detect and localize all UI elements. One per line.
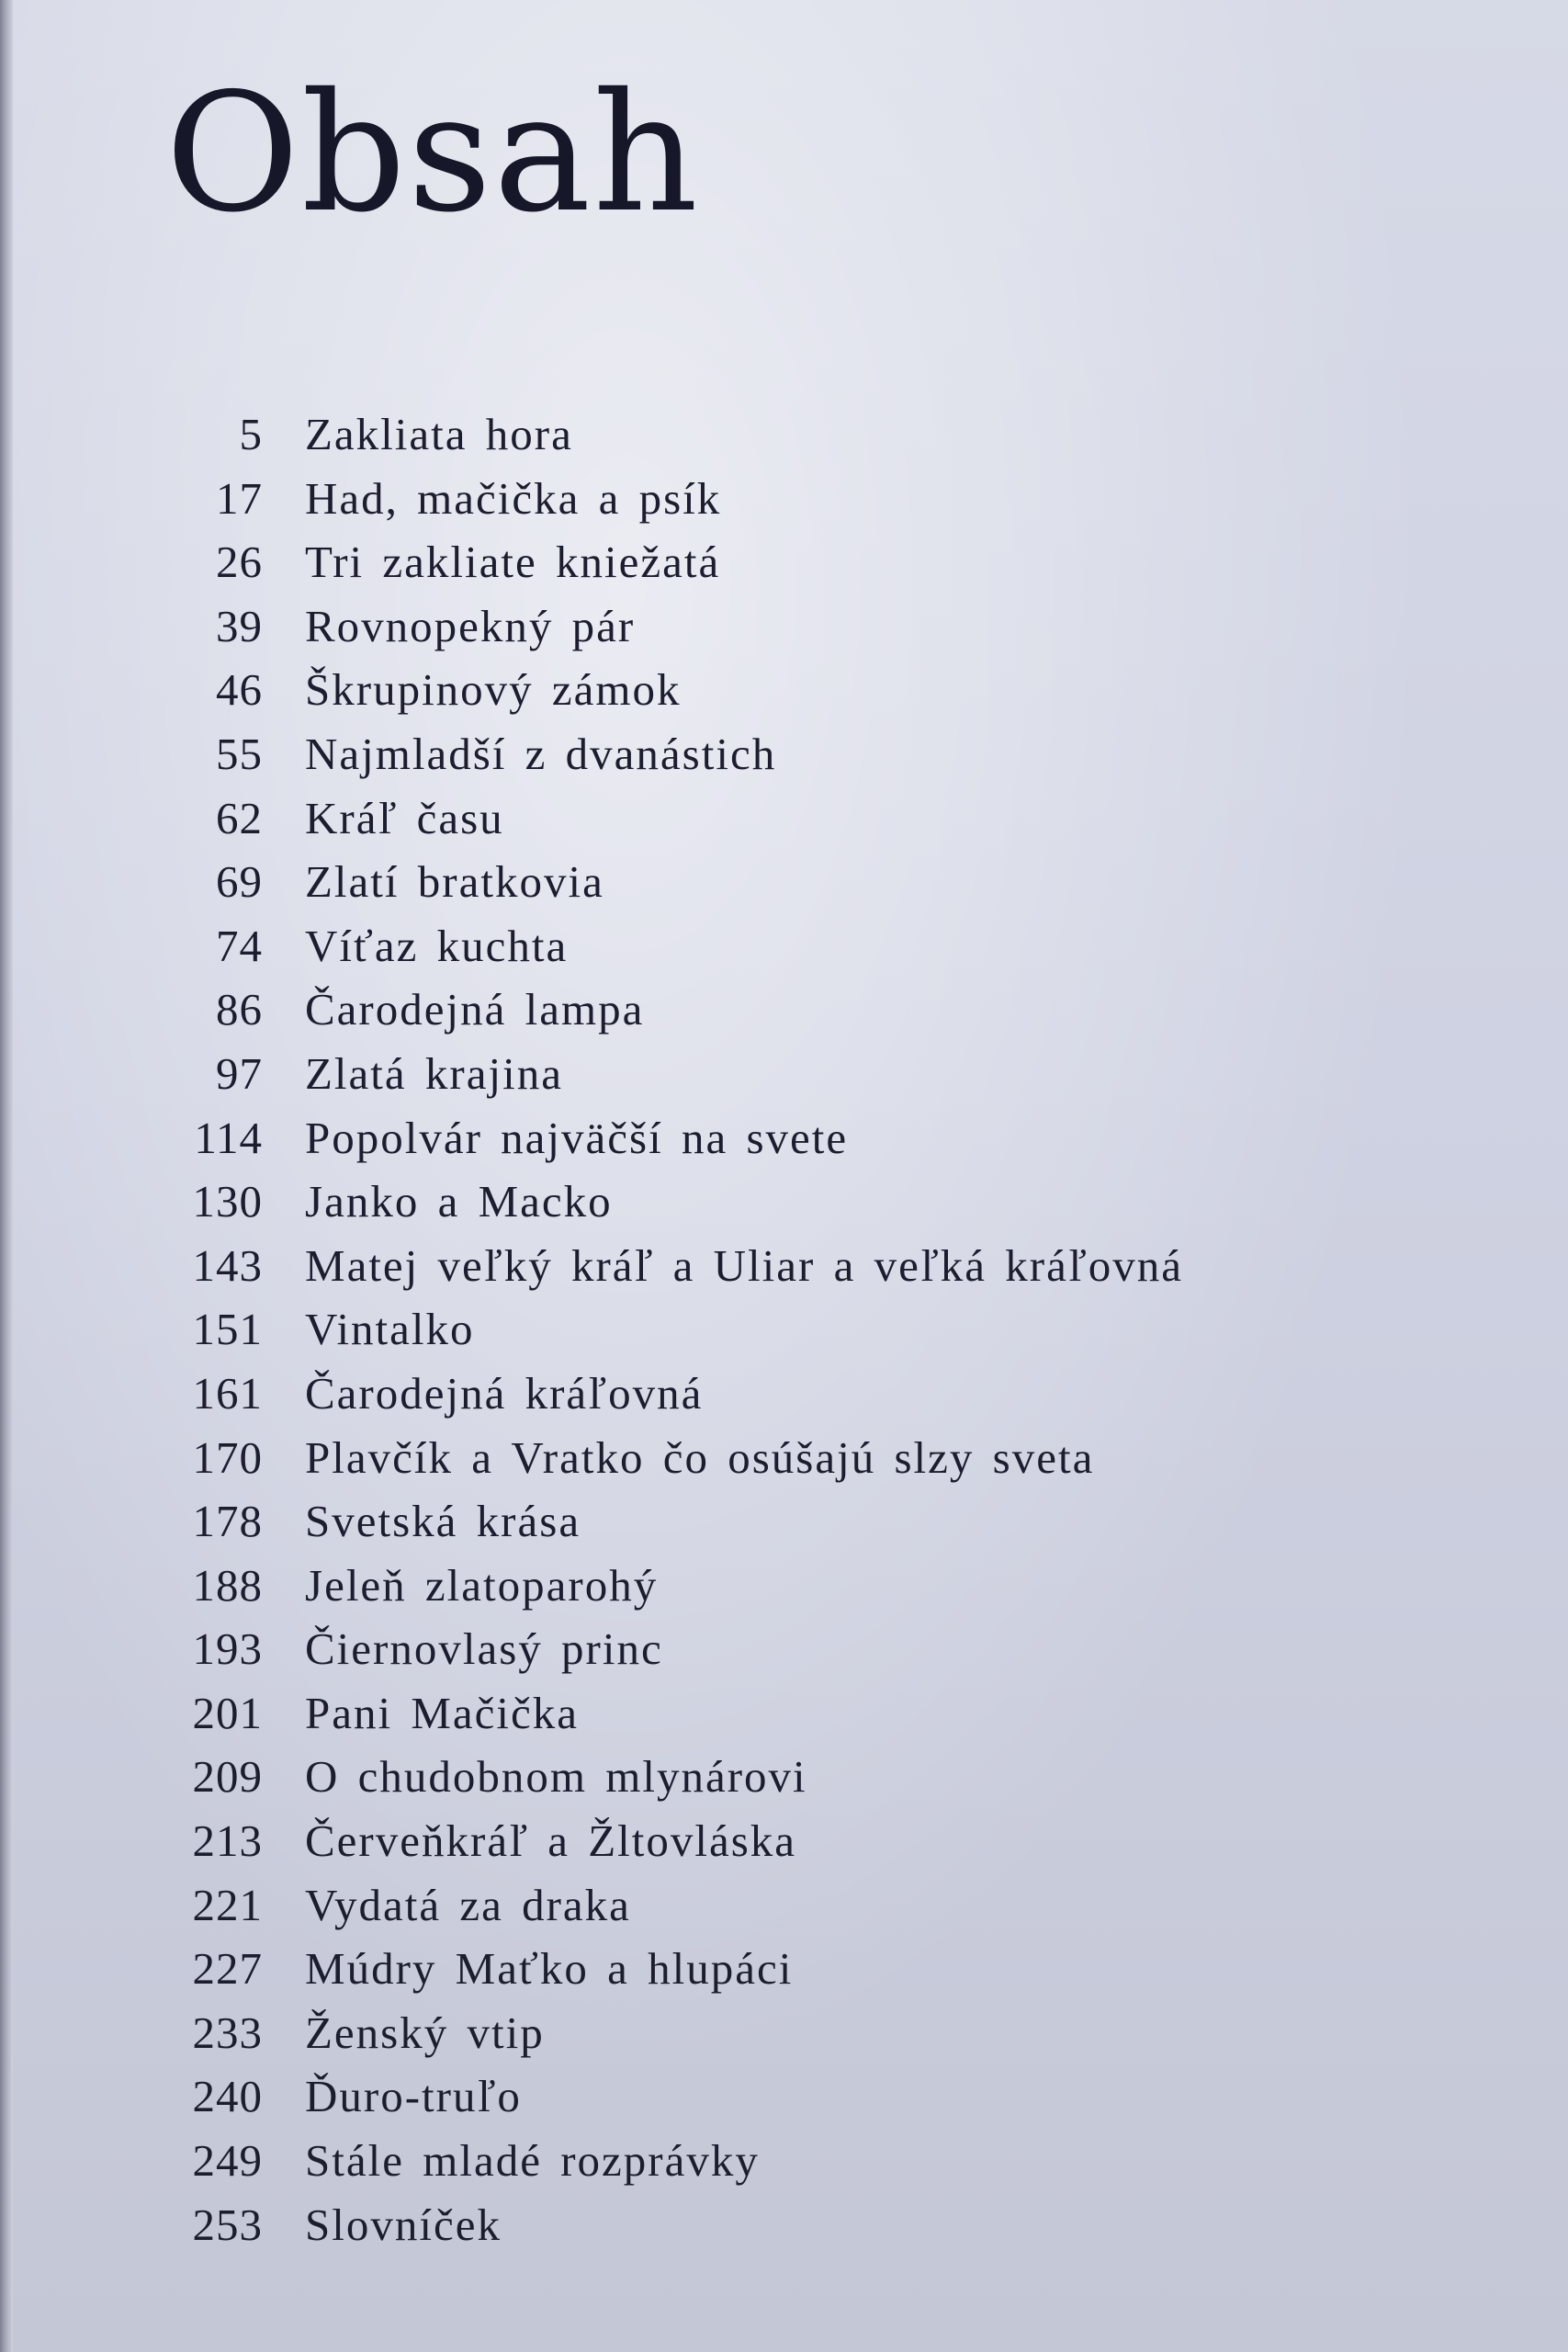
- toc-entry-title: Víťaz kuchta: [305, 920, 569, 971]
- toc-page-number: 26: [216, 537, 263, 588]
- toc-page-number: 221: [192, 1879, 263, 1930]
- toc-entry-title: Vydatá za draka: [305, 1879, 631, 1930]
- toc-page-number: 17: [216, 472, 263, 524]
- toc-row: [129, 402, 1396, 467]
- toc-row: [129, 1745, 1396, 1809]
- toc-entry-title: Slovníček: [305, 2199, 502, 2250]
- toc-entry-title: Zakliata hora: [305, 409, 573, 459]
- toc-row: [129, 1042, 1396, 1106]
- toc-page-number: 39: [216, 600, 263, 651]
- toc-row: [129, 2001, 1396, 2065]
- toc-page-number: 86: [216, 984, 263, 1035]
- toc-row: [129, 1873, 1396, 1938]
- toc-row: [129, 978, 1396, 1042]
- toc-entry-title: Tri zakliate kniežatá: [305, 537, 721, 588]
- toc-row: [129, 850, 1396, 914]
- toc-row: [129, 1937, 1396, 2001]
- toc-entry-title: Rovnopekný pár: [305, 600, 636, 651]
- toc-row: [129, 530, 1396, 594]
- toc-page-number: 209: [192, 1751, 263, 1803]
- toc-entry-title: Čarodejná kráľovná: [305, 1367, 704, 1419]
- toc-row: [129, 467, 1396, 531]
- toc-page-number: 188: [192, 1559, 263, 1611]
- toc-row: [129, 2193, 1396, 2257]
- toc-page-number: 97: [216, 1047, 263, 1099]
- toc-entry-title: Zlatí bratkovia: [305, 856, 604, 908]
- toc-page-number: 69: [216, 856, 263, 908]
- toc-entry-title: Janko a Macko: [305, 1176, 613, 1227]
- page-edge: [0, 0, 13, 2352]
- toc-page-number: 161: [192, 1367, 263, 1419]
- toc-page-number: 201: [192, 1687, 263, 1738]
- toc-entry-title: Škrupinový zámok: [305, 664, 682, 716]
- toc-entry-title: Červeňkráľ a Žltovláska: [305, 1815, 797, 1867]
- toc-page-number: 74: [216, 920, 263, 971]
- toc-entry-title: Svetská krása: [305, 1496, 581, 1547]
- toc-entry-title: O chudobnom mlynárovi: [305, 1751, 807, 1803]
- toc-row: [129, 1489, 1396, 1554]
- toc-row: [129, 1681, 1396, 1746]
- toc-row: [129, 722, 1396, 786]
- toc-row: [129, 1170, 1396, 1234]
- toc-entry-title: Vintalko: [305, 1304, 475, 1355]
- toc-page-number: 55: [216, 728, 263, 779]
- toc-entry-title: Had, mačička a psík: [305, 472, 722, 524]
- toc-row: [129, 1362, 1396, 1426]
- toc-entry-title: Ďuro-truľo: [305, 2071, 522, 2122]
- toc-page-number: 249: [192, 2135, 263, 2187]
- toc-row: [129, 1234, 1396, 1298]
- toc-row: [129, 1106, 1396, 1170]
- toc-entry-title: Popolvár najväčší na svete: [305, 1112, 849, 1163]
- toc-page-number: 233: [192, 2007, 263, 2058]
- toc-row: [129, 594, 1396, 659]
- toc-entry-title: Jeleň zlatoparohý: [305, 1559, 659, 1611]
- toc-entry-title: Kráľ času: [305, 792, 504, 843]
- toc-entry-title: Múdry Maťko a hlupáci: [305, 1943, 794, 1995]
- toc-row: [129, 914, 1396, 978]
- toc-row: [129, 1426, 1396, 1490]
- toc-page-number: 240: [192, 2071, 263, 2122]
- toc-entry-title: Čiernovlasý princ: [305, 1623, 663, 1675]
- toc-row: [129, 1297, 1396, 1362]
- toc-page-number: 170: [192, 1431, 263, 1483]
- toc-entry-title: Najmladší z dvanástich: [305, 728, 777, 779]
- toc-page-number: 114: [194, 1112, 263, 1163]
- toc-page-number: 62: [216, 792, 263, 843]
- toc-entry-title: Zlatá krajina: [305, 1047, 563, 1099]
- toc-page-number: 5: [239, 409, 263, 459]
- toc-row: [129, 786, 1396, 851]
- toc-page-number: 151: [192, 1304, 263, 1355]
- toc-row: [129, 1617, 1396, 1681]
- toc-row: [129, 1554, 1396, 1618]
- toc-row: [129, 1809, 1396, 1873]
- toc-entry-title: Pani Mačička: [305, 1687, 580, 1738]
- toc-row: [129, 2064, 1396, 2129]
- toc-entry-title: Plavčík a Vratko čo osúšajú slzy sveta: [305, 1431, 1095, 1483]
- page-title: Obsah: [165, 58, 700, 248]
- toc-entry-title: Ženský vtip: [305, 2007, 545, 2058]
- toc-page-number: 193: [192, 1623, 263, 1675]
- toc-entry-title: Čarodejná lampa: [305, 984, 645, 1035]
- toc-page-number: 227: [192, 1943, 263, 1995]
- toc-page-number: 143: [192, 1239, 263, 1291]
- toc-page-number: 130: [192, 1176, 263, 1227]
- toc-row: [129, 2129, 1396, 2193]
- toc-entry-title: Matej veľký kráľ a Uliar a veľká kráľovná: [305, 1239, 1183, 1291]
- table-of-contents: [129, 402, 1396, 2256]
- toc-page-number: 213: [192, 1815, 263, 1867]
- toc-page-number: 178: [192, 1496, 263, 1547]
- toc-entry-title: Stále mladé rozprávky: [305, 2135, 760, 2187]
- toc-page-number: 46: [216, 664, 263, 716]
- toc-page-number: 253: [192, 2199, 263, 2250]
- toc-row: [129, 658, 1396, 722]
